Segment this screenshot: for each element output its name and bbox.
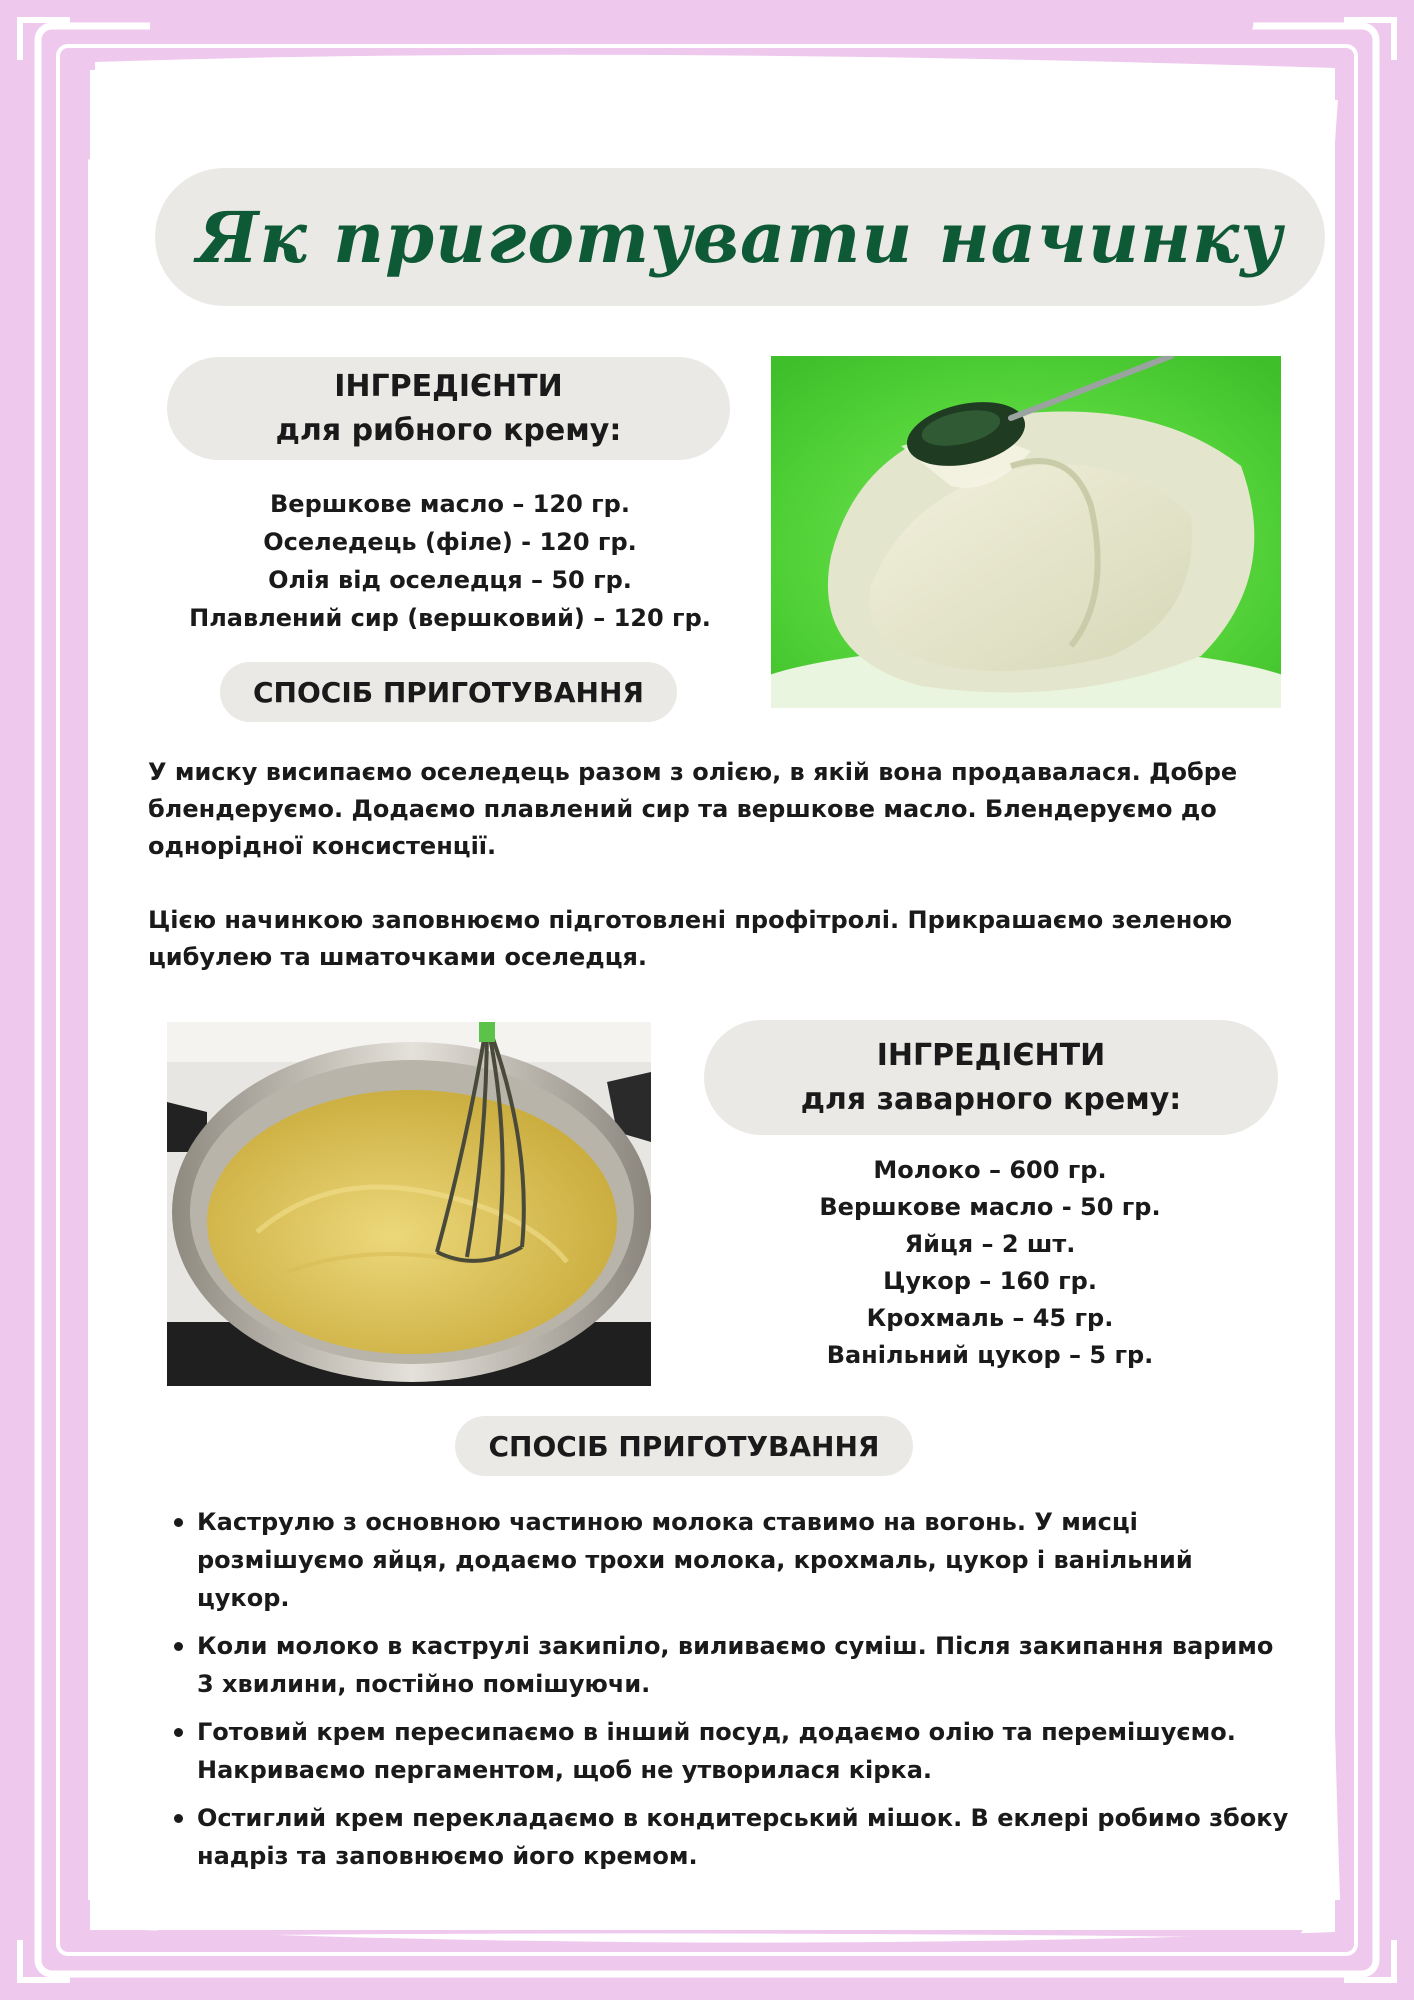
heading-subline: для рибного крему:: [275, 412, 622, 448]
list-item: Коли молоко в каструлі закипіло, виливаємо суміш. Після закипання варимо 3 хвилини, постійно помішуючи.: [170, 1627, 1290, 1703]
page-title: Як приготувати начинку: [196, 195, 1284, 279]
heading-line: ІНГРЕДІЄНТИ: [876, 1037, 1106, 1073]
list-item: Оселедець (філе) - 120 гр.: [263, 528, 637, 556]
list-item: Яйця – 2 шт.: [904, 1230, 1076, 1258]
list-item: Вершкове масло – 120 гр.: [270, 490, 630, 518]
fish-cream-ingredient-list: [160, 485, 740, 637]
custard-method-heading: СПОСІБ ПРИГОТУВАННЯ: [455, 1416, 913, 1476]
list-item: Остиглий крем перекладаємо в кондитерський мішок. В еклері робимо збоку надріз та заповнюємо його кремом.: [170, 1799, 1290, 1875]
fish-cream-serving-paragraph: Цією начинкою заповнюємо підготовлені профітролі. Прикрашаємо зеленою цибулею та шматочками оселедця.: [148, 906, 1233, 971]
custard-pot-photo: [167, 1022, 651, 1386]
list-item: Каструлю з основною частиною молока ставимо на вогонь. У мисці розмішуємо яйця, додаємо трохи молока, крохмаль, цукор і ванільний цукор.: [170, 1503, 1290, 1617]
list-item: Олія від оселедця – 50 гр.: [268, 566, 632, 594]
heading-line: ІНГРЕДІЄНТИ: [334, 368, 563, 404]
custard-ingredient-list: [720, 1152, 1260, 1374]
list-item: Крохмаль – 45 гр.: [866, 1304, 1114, 1332]
fish-cream-method-paragraph: У миску висипаємо оселедець разом з олією, в якій вона продавалася. Добре блендеруємо. Додаємо плавлений сир та вершкове масло. Блендеруємо до однорідної консистенції.: [148, 758, 1238, 860]
fish-cream-method-heading: СПОСІБ ПРИГОТУВАННЯ: [220, 662, 677, 722]
list-item: Цукор – 160 гр.: [883, 1267, 1097, 1295]
list-item: Ванільний цукор – 5 гр.: [826, 1341, 1154, 1369]
custard-ingredients-heading: [704, 1020, 1278, 1135]
list-item: Плавлений сир (вершковий) – 120 гр.: [189, 604, 711, 632]
title-banner: [155, 168, 1325, 306]
list-item: Вершкове масло - 50 гр.: [819, 1193, 1161, 1221]
cream-bowl-photo: [771, 356, 1281, 708]
custard-steps-list: [170, 1503, 1290, 1885]
list-item: Готовий крем пересипаємо в інший посуд, додаємо олію та перемішуємо. Накриваємо пергаментом, щоб не утворилася кірка.: [170, 1713, 1290, 1789]
heading-subline: для заварного крему:: [800, 1081, 1182, 1117]
fish-cream-ingredients-heading: [167, 357, 730, 460]
list-item: Молоко – 600 гр.: [873, 1156, 1107, 1184]
